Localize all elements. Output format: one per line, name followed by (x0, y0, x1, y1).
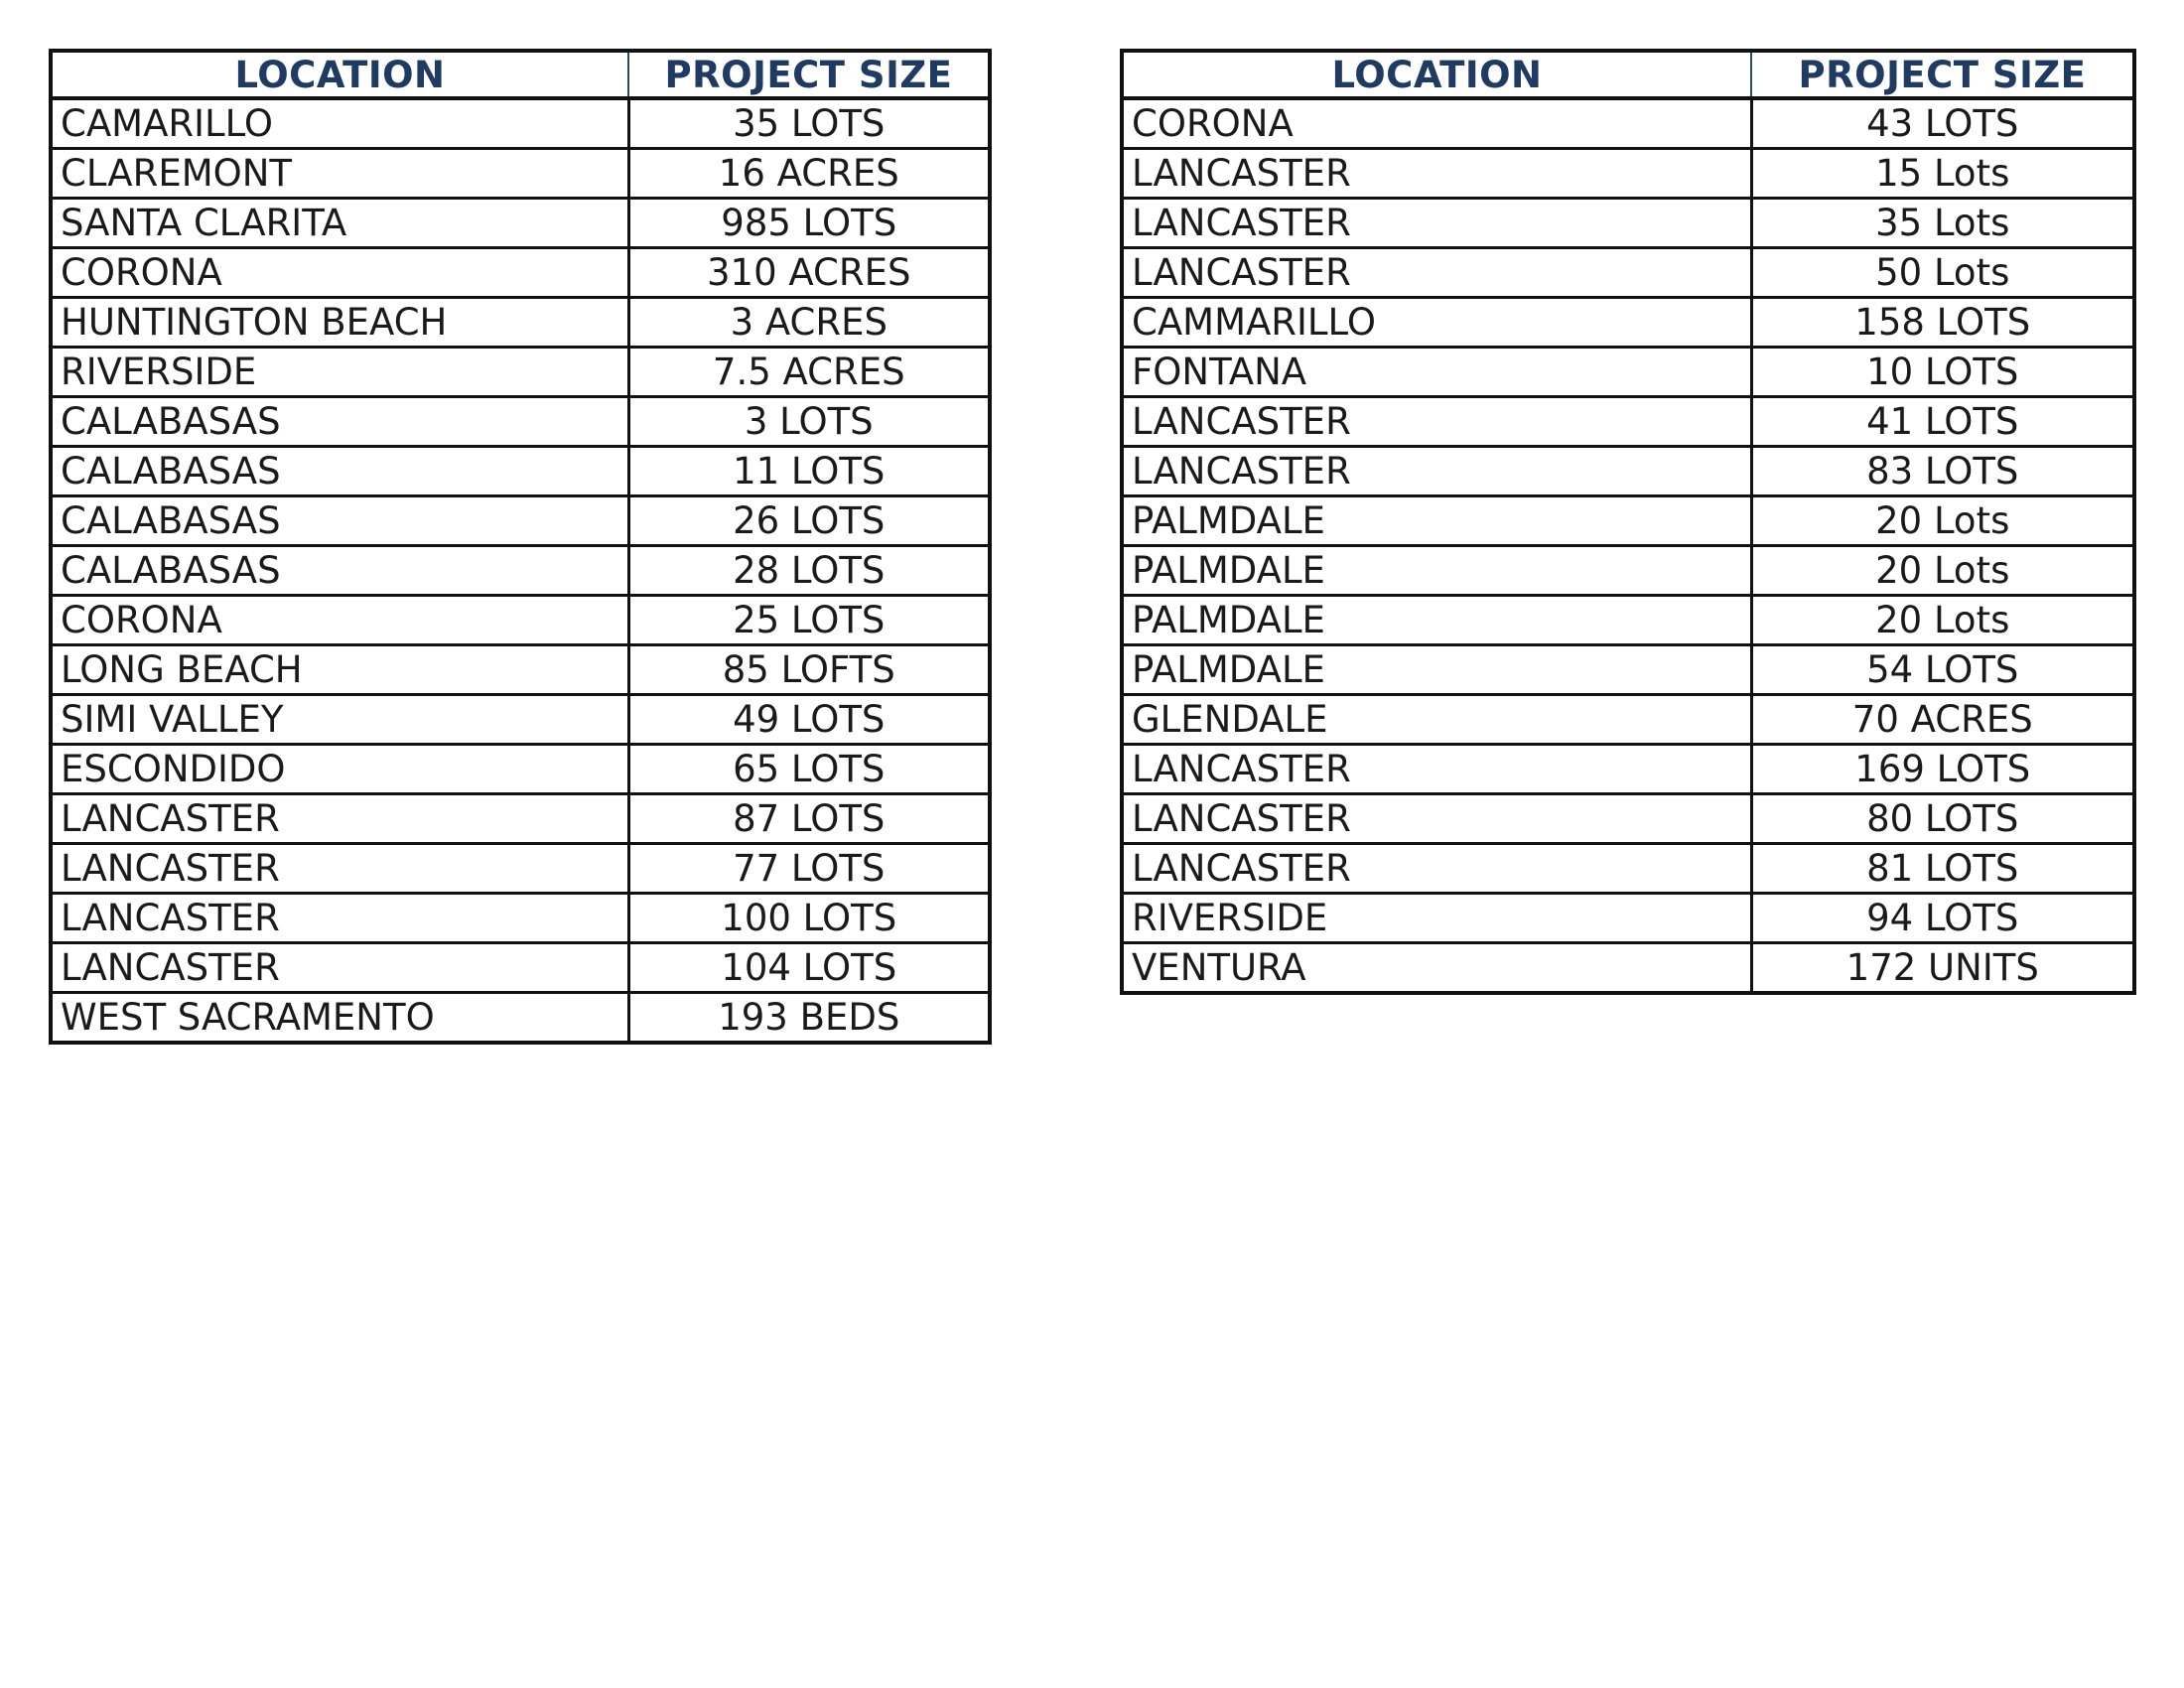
table-row (1122, 645, 2134, 695)
table-row (1122, 695, 2134, 745)
project-size-cell: 25 LOTS (628, 596, 990, 645)
location-cell: LANCASTER (51, 894, 628, 943)
location-cell: CLAREMONT (51, 149, 628, 199)
location-cell: LONG BEACH (51, 645, 628, 695)
project-size-cell: 10 LOTS (1751, 348, 2134, 397)
table-row (51, 348, 990, 397)
table-row (51, 447, 990, 496)
project-size-cell: 81 LOTS (1751, 844, 2134, 894)
table-row (51, 943, 990, 993)
table-row (1122, 199, 2134, 248)
column-header-location: LOCATION (51, 51, 628, 98)
project-size-cell: 3 LOTS (628, 397, 990, 447)
project-size-cell: 11 LOTS (628, 447, 990, 496)
project-size-cell: 50 Lots (1751, 248, 2134, 298)
location-cell: RIVERSIDE (51, 348, 628, 397)
location-cell: WEST SACRAMENTO (51, 993, 628, 1044)
table-row (51, 149, 990, 199)
project-size-cell: 20 Lots (1751, 546, 2134, 596)
location-cell: LANCASTER (51, 943, 628, 993)
project-size-cell: 104 LOTS (628, 943, 990, 993)
location-cell: CORONA (51, 248, 628, 298)
project-size-cell: 7.5 ACRES (628, 348, 990, 397)
location-cell: CALABASAS (51, 496, 628, 546)
location-cell: VENTURA (1122, 943, 1751, 994)
table-row (1122, 397, 2134, 447)
location-cell: PALMDALE (1122, 496, 1751, 546)
table-row (1122, 745, 2134, 794)
location-cell: CORONA (51, 596, 628, 645)
location-cell: SANTA CLARITA (51, 199, 628, 248)
project-size-cell: 28 LOTS (628, 546, 990, 596)
location-cell: LANCASTER (1122, 149, 1751, 199)
project-size-cell: 49 LOTS (628, 695, 990, 745)
location-cell: HUNTINGTON BEACH (51, 298, 628, 348)
project-size-cell: 70 ACRES (1751, 695, 2134, 745)
location-cell: PALMDALE (1122, 546, 1751, 596)
location-cell: FONTANA (1122, 348, 1751, 397)
table-row (51, 98, 990, 149)
project-size-cell: 169 LOTS (1751, 745, 2134, 794)
table-row (51, 496, 990, 546)
project-size-cell: 65 LOTS (628, 745, 990, 794)
project-size-cell: 77 LOTS (628, 844, 990, 894)
project-size-cell: 35 Lots (1751, 199, 2134, 248)
table-row (51, 794, 990, 844)
project-size-cell: 43 LOTS (1866, 102, 2019, 145)
column-header-project-size: PROJECT SIZE (1751, 51, 2134, 98)
table-row (1122, 447, 2134, 496)
table-row (51, 397, 990, 447)
project-size-cell: 15 Lots (1751, 149, 2134, 199)
project-size-cell: 87 LOTS (628, 794, 990, 844)
project-size-cell: 985 LOTS (628, 199, 990, 248)
location-cell: ESCONDIDO (51, 745, 628, 794)
project-size-cell: 16 ACRES (628, 149, 990, 199)
location-cell: LANCASTER (1122, 794, 1751, 844)
project-size-cell: 54 LOTS (1751, 645, 2134, 695)
table-row (1122, 794, 2134, 844)
column-header-project-size: PROJECT SIZE (628, 51, 990, 98)
table-row (1122, 149, 2134, 199)
location-cell: LANCASTER (51, 794, 628, 844)
table-row (1122, 943, 2134, 994)
project-size-cell: 100 LOTS (628, 894, 990, 943)
project-size-cell: 172 UNITS (1751, 943, 2134, 994)
table-row (51, 993, 990, 1044)
table-row (1122, 894, 2134, 943)
table-row (1122, 596, 2134, 645)
table-row (51, 248, 990, 298)
project-size-cell: 80 LOTS (1751, 794, 2134, 844)
table-row (51, 745, 990, 794)
location-cell: RIVERSIDE (1122, 894, 1751, 943)
table-header-row (51, 51, 990, 98)
table-row (51, 298, 990, 348)
location-cell: CALABASAS (51, 397, 628, 447)
project-size-cell: 20 Lots (1751, 596, 2134, 645)
project-size-cell: 26 LOTS (628, 496, 990, 546)
project-size-cell: 35 LOTS (733, 102, 886, 145)
location-cell: CAMMARILLO (1122, 298, 1751, 348)
location-cell: PALMDALE (1122, 645, 1751, 695)
project-size-cell: 310 ACRES (628, 248, 990, 298)
location-cell: CAMARILLO (51, 98, 628, 149)
table-row (1122, 348, 2134, 397)
project-size-cell: 3 ACRES (628, 298, 990, 348)
location-cell: GLENDALE (1122, 695, 1751, 745)
projects-table-left (49, 49, 992, 1045)
project-size-cell: 193 BEDS (628, 993, 990, 1044)
table-row (51, 645, 990, 695)
table-row (51, 546, 990, 596)
location-cell: CALABASAS (51, 447, 628, 496)
project-size-cell: 158 LOTS (1751, 298, 2134, 348)
table-row (1122, 248, 2134, 298)
location-cell: LANCASTER (1122, 397, 1751, 447)
table-header-row (1122, 51, 2134, 98)
column-header-location: LOCATION (1122, 51, 1751, 98)
project-size-cell: 83 LOTS (1751, 447, 2134, 496)
project-size-cell: 41 LOTS (1751, 397, 2134, 447)
table-row (51, 695, 990, 745)
location-cell: LANCASTER (1122, 199, 1751, 248)
location-cell: LANCASTER (1122, 248, 1751, 298)
table-row (51, 844, 990, 894)
table-row (1122, 496, 2134, 546)
location-cell: CALABASAS (51, 546, 628, 596)
project-size-cell: 85 LOFTS (628, 645, 990, 695)
location-cell: CORONA (1122, 98, 1751, 149)
table-row (51, 199, 990, 248)
table-row (1122, 98, 2134, 149)
table-row (1122, 298, 2134, 348)
location-cell: LANCASTER (1122, 844, 1751, 894)
table-row (1122, 546, 2134, 596)
table-row (51, 596, 990, 645)
project-size-cell: 94 LOTS (1751, 894, 2134, 943)
location-cell: LANCASTER (51, 844, 628, 894)
projects-table-right (1120, 49, 2136, 995)
location-cell: SIMI VALLEY (51, 695, 628, 745)
location-cell: LANCASTER (1122, 745, 1751, 794)
project-size-cell: 20 Lots (1751, 496, 2134, 546)
table-row (51, 894, 990, 943)
location-cell: LANCASTER (1122, 447, 1751, 496)
table-row (1122, 844, 2134, 894)
location-cell: PALMDALE (1122, 596, 1751, 645)
